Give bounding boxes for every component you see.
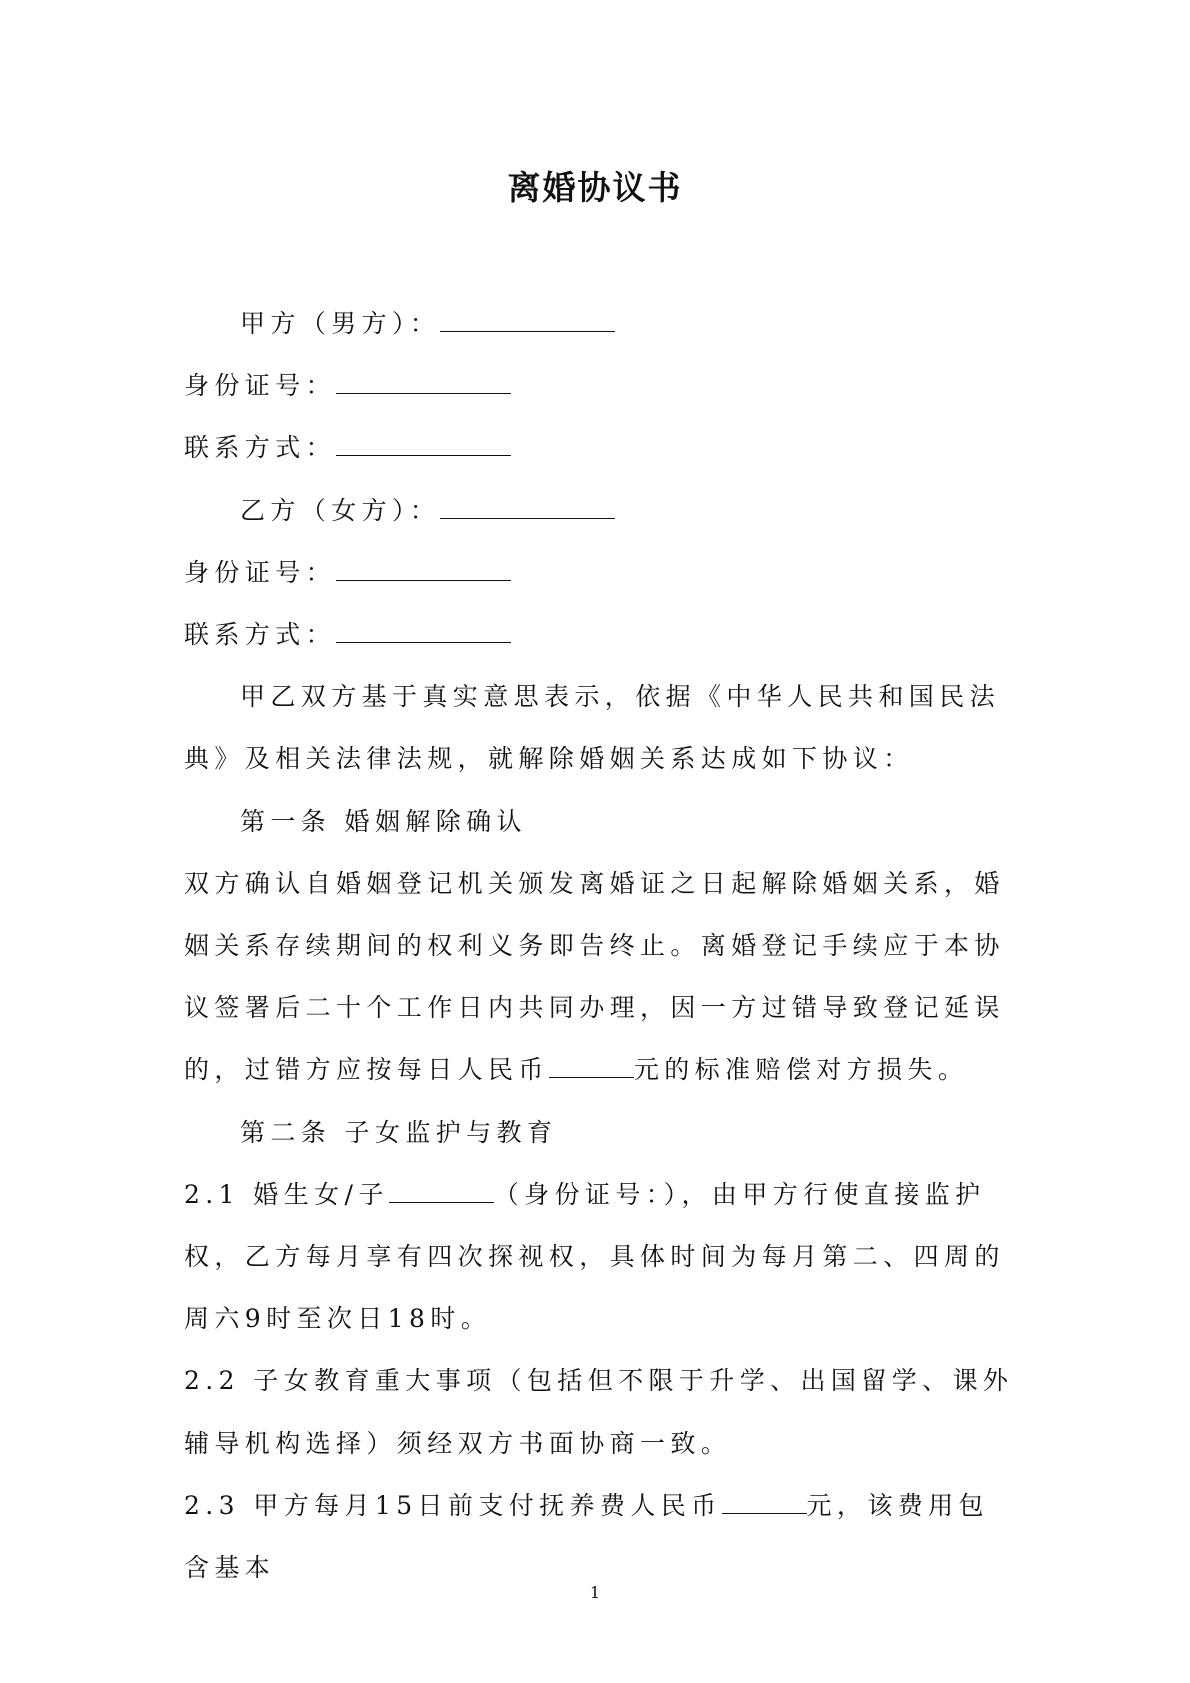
party-a-contact-blank <box>336 429 511 456</box>
party-a-label: 甲方（男方）： <box>240 309 441 338</box>
clause-2-3-text-end: 元，该费用包含基本 <box>184 1490 989 1583</box>
article-1-heading: 第一条 婚姻解除确认 <box>240 806 527 836</box>
party-a-id-line <box>184 355 1018 417</box>
document-body <box>184 293 1018 1599</box>
document-title: 离婚协议书 <box>507 168 683 207</box>
party-a-contact-label: 联系方式： <box>184 433 337 463</box>
party-b-name-blank <box>440 491 615 518</box>
article-1-amount-blank <box>549 1051 634 1078</box>
clause-2-3 <box>184 1475 1018 1599</box>
clause-2-2: 2.2 子女教育重大事项（包括但不限于升学、出国留学、课外辅导机构选择）须经双方书面协商一致。 <box>184 1366 1014 1458</box>
article-1-text: 双方确认自婚姻登记机关颁发离婚证之日起解除婚姻关系，婚姻关系存续期间的权利义务即告终止。离婚登记手续应于本协议签署后二十个工作日内共同办理，因一方过错导致登记延误的，过错方应按每日人民币 <box>184 868 1005 1085</box>
party-b-id-blank <box>336 554 511 581</box>
party-b-id-label: 身份证号： <box>184 557 337 587</box>
article-1-paragraph <box>184 853 1018 1102</box>
party-b-contact-label: 联系方式： <box>184 620 337 650</box>
party-a-contact-line <box>184 417 1018 479</box>
page-number: 1 <box>589 1583 601 1602</box>
support-amount-blank <box>722 1487 807 1514</box>
party-b-contact-line <box>184 604 1018 666</box>
party-b-line <box>184 480 1018 542</box>
article-1-text-end: 元的标准赔偿对方损失。 <box>633 1055 969 1085</box>
party-b-id-line <box>184 542 1018 604</box>
clause-2-1 <box>184 1164 1018 1351</box>
party-b-label: 乙方（女方）： <box>240 495 441 525</box>
preamble-paragraph: 甲乙双方基于真实意思表示，依据《中华人民共和国民法典》及相关法律法规，就解除婚姻关系达成如下协议： <box>184 682 1001 774</box>
article-2-heading: 第二条 子女监护与教育 <box>240 1117 558 1147</box>
child-name-blank <box>389 1176 494 1203</box>
clause-2-1-text: 2.1 婚生女/子 <box>184 1179 389 1209</box>
clause-2-3-text: 2.3 甲方每月15日前支付抚养费人民币 <box>184 1490 722 1520</box>
party-a-id-blank <box>336 367 511 394</box>
party-b-contact-blank <box>336 616 511 643</box>
party-a-name-blank <box>440 305 615 332</box>
party-a-line <box>184 293 1018 355</box>
party-a-id-label: 身份证号： <box>184 371 337 401</box>
clause-2-1-text-end: （身份证号：），由甲方行使直接监护权，乙方每月享有四次探视权，具体时间为每月第二、四周的周六9时至次日18时。 <box>184 1179 1005 1334</box>
